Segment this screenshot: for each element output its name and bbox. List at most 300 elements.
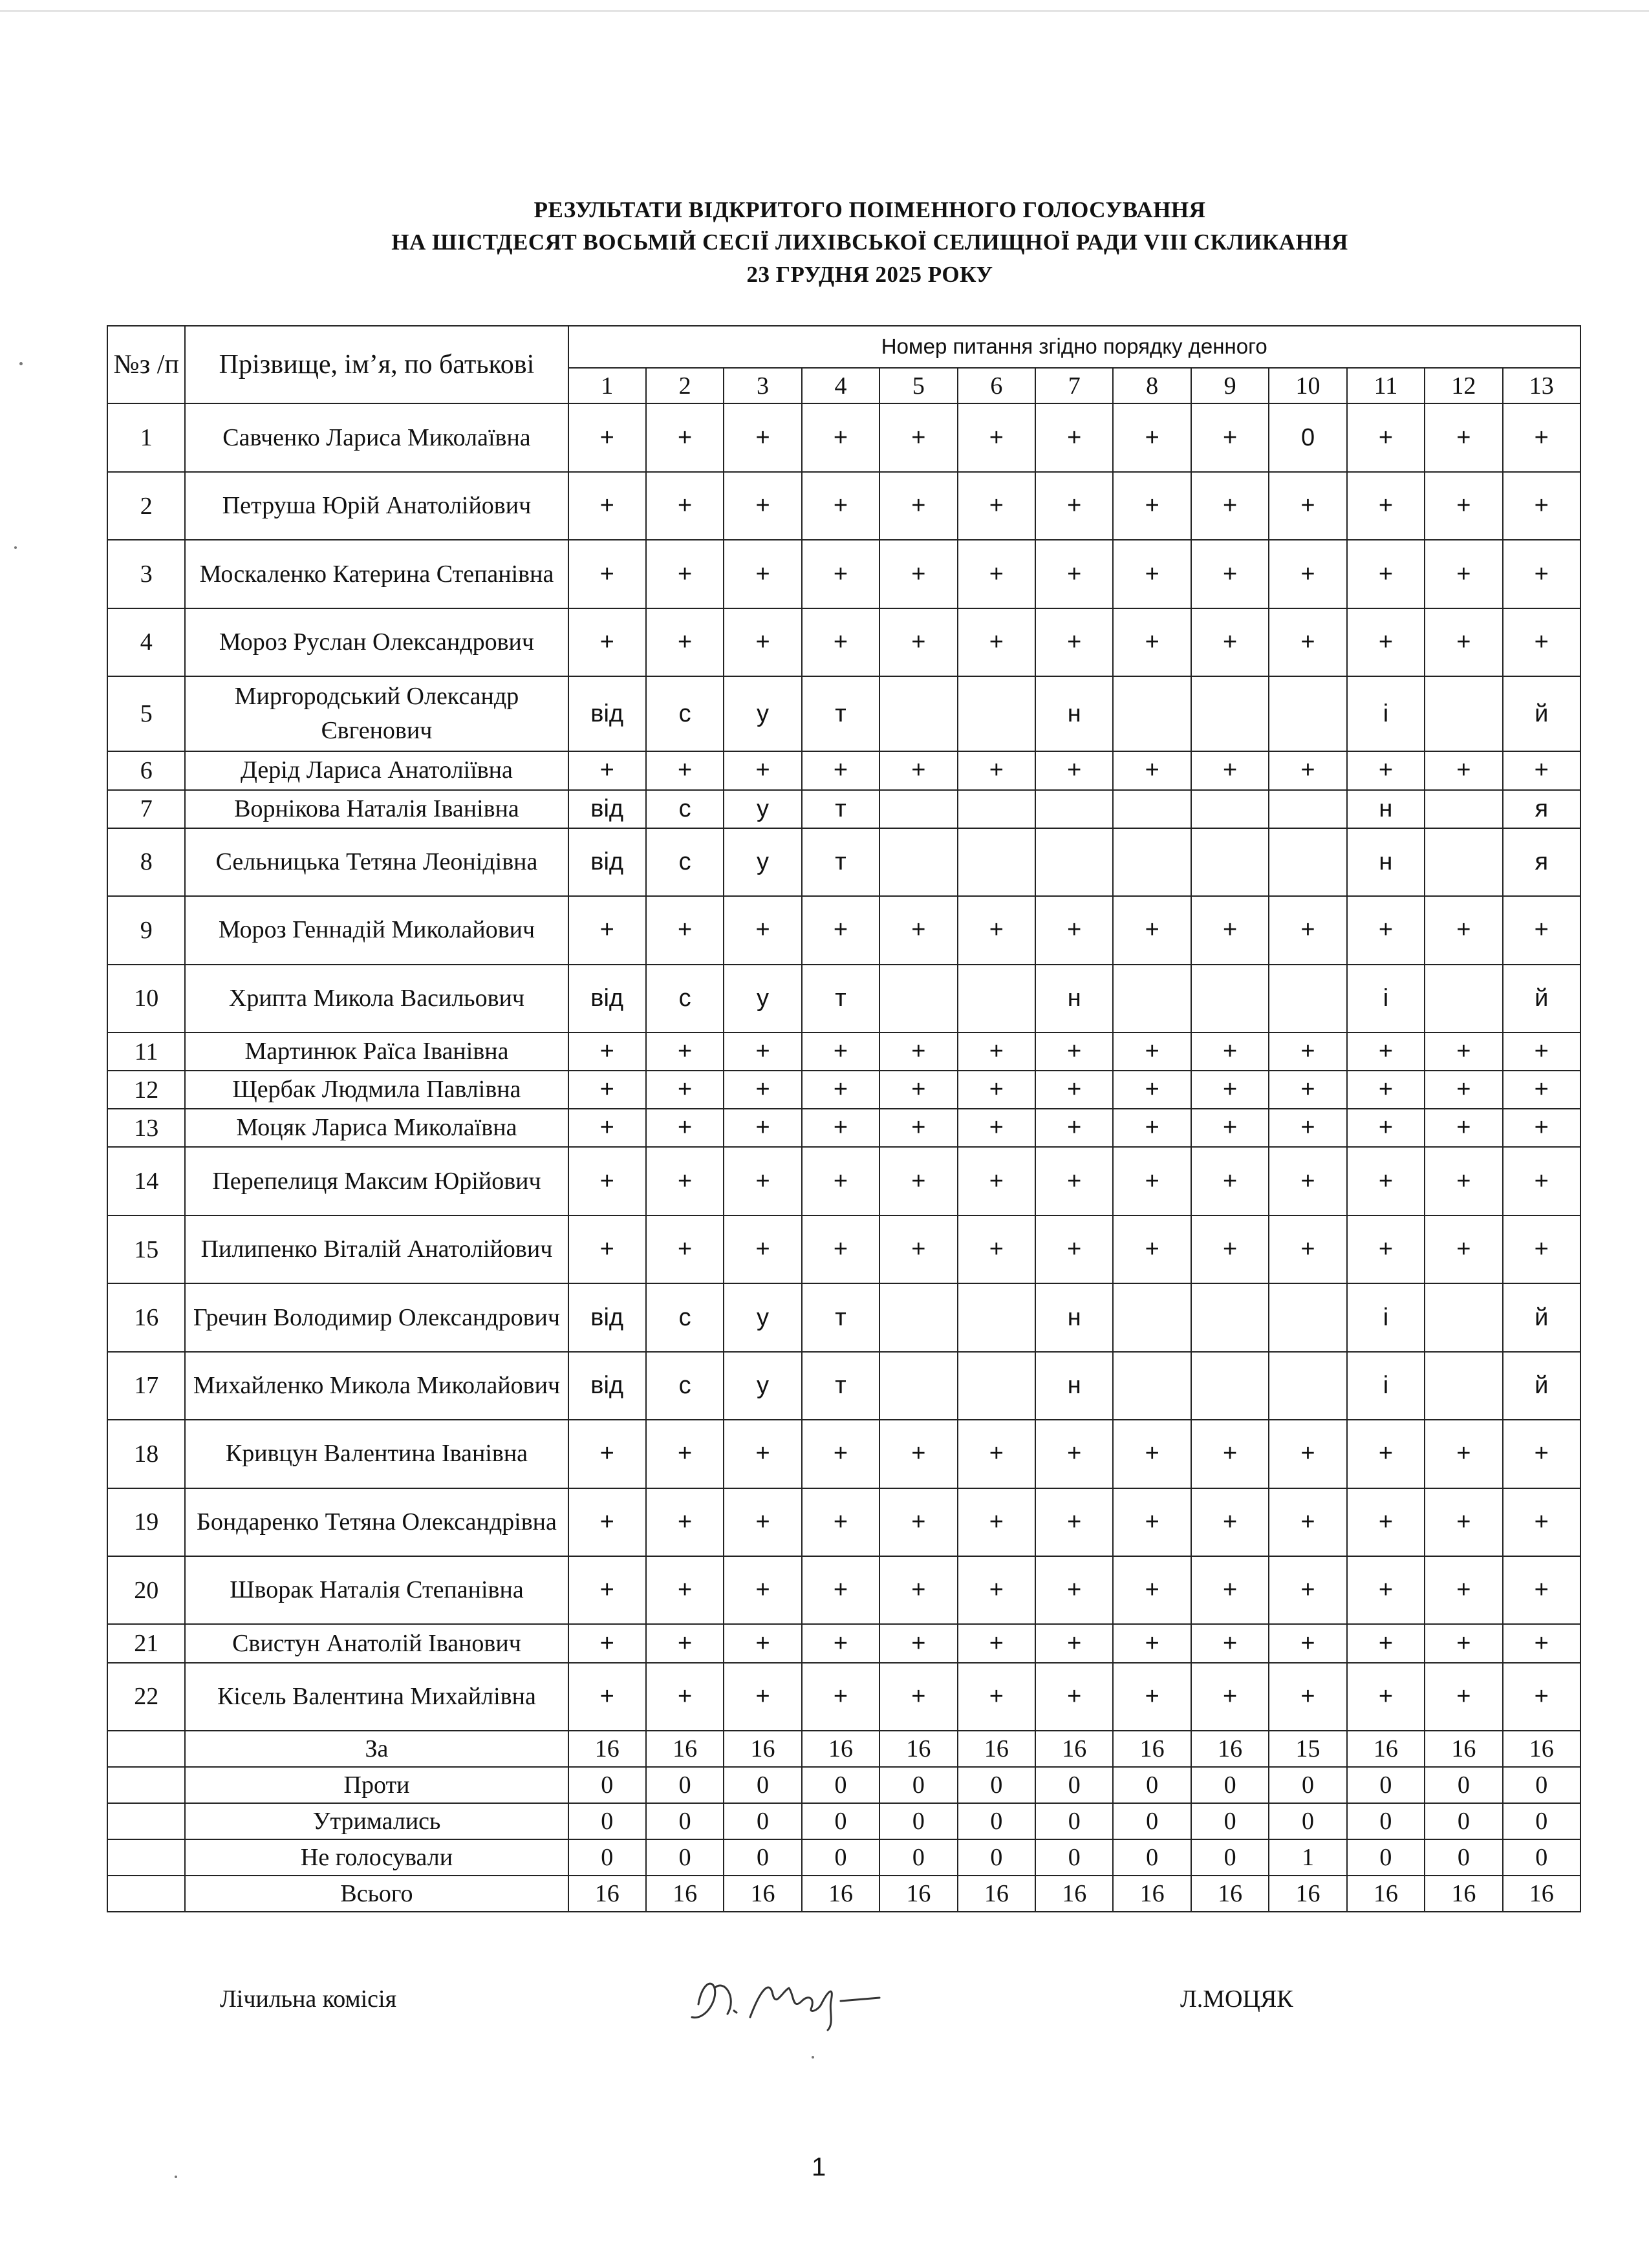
summary-blank-cell — [107, 1839, 185, 1876]
vote-cell-q5: + — [879, 608, 957, 676]
row-number: 11 — [107, 1032, 185, 1071]
vote-cell-q8 — [1113, 1283, 1191, 1351]
vote-cell-q11: + — [1347, 751, 1425, 789]
deputy-name: Щербак Людмила Павлівна — [185, 1071, 568, 1109]
vote-cell-q8: + — [1113, 896, 1191, 964]
vote-cell-q9 — [1191, 790, 1269, 828]
summary-value-q12: 16 — [1425, 1731, 1502, 1767]
vote-cell-q8: + — [1113, 1624, 1191, 1662]
question-number-7: 7 — [1035, 368, 1113, 404]
vote-cell-q13: + — [1503, 1109, 1580, 1147]
vote-cell-q3: + — [724, 1071, 801, 1109]
vote-cell-q3: + — [724, 1624, 801, 1662]
deputy-name: Свистун Анатолій Іванович — [185, 1624, 568, 1662]
vote-cell-q5 — [879, 828, 957, 896]
vote-cell-q6 — [958, 828, 1035, 896]
deputy-name: Миргородський Олександр Євгенович — [185, 676, 568, 751]
vote-cell-q9: + — [1191, 1215, 1269, 1283]
vote-cell-q11: + — [1347, 1556, 1425, 1624]
vote-cell-q11: + — [1347, 1624, 1425, 1662]
summary-value-q10: 0 — [1269, 1767, 1346, 1803]
summary-value-q6: 0 — [958, 1839, 1035, 1876]
vote-cell-q12: + — [1425, 1147, 1502, 1215]
summary-value-q8: 0 — [1113, 1803, 1191, 1839]
vote-cell-q9 — [1191, 828, 1269, 896]
vote-cell-q11: + — [1347, 608, 1425, 676]
summary-value-q6: 0 — [958, 1803, 1035, 1839]
scan-speck — [19, 362, 23, 365]
vote-cell-q8: + — [1113, 540, 1191, 608]
vote-cell-q1: від — [568, 828, 646, 896]
vote-cell-q1: + — [568, 1663, 646, 1731]
vote-cell-q10: + — [1269, 1624, 1346, 1662]
summary-row — [107, 1803, 1580, 1839]
vote-cell-q7: + — [1035, 1032, 1113, 1071]
vote-cell-q1: від — [568, 1283, 646, 1351]
vote-cell-q4: т — [802, 1352, 879, 1420]
summary-value-q1: 0 — [568, 1839, 646, 1876]
vote-cell-q3: у — [724, 965, 801, 1032]
vote-cell-q9: + — [1191, 1556, 1269, 1624]
vote-cell-q10: + — [1269, 540, 1346, 608]
vote-cell-q13: + — [1503, 540, 1580, 608]
vote-cell-q7 — [1035, 828, 1113, 896]
vote-cell-q7: + — [1035, 896, 1113, 964]
vote-cell-q4: + — [802, 1109, 879, 1147]
vote-cell-q3: + — [724, 1215, 801, 1283]
deputy-name: Перепелиця Максим Юрійович — [185, 1147, 568, 1215]
summary-value-q5: 0 — [879, 1839, 957, 1876]
vote-cell-q13: й — [1503, 1352, 1580, 1420]
vote-cell-q9: + — [1191, 472, 1269, 540]
vote-cell-q3: + — [724, 896, 801, 964]
vote-cell-q1: + — [568, 1488, 646, 1556]
handwritten-signature — [679, 1965, 912, 2040]
vote-cell-q4: + — [802, 1032, 879, 1071]
vote-cell-q12: + — [1425, 540, 1502, 608]
summary-value-q13: 0 — [1503, 1803, 1580, 1839]
vote-cell-q6: + — [958, 540, 1035, 608]
vote-cell-q13: й — [1503, 1283, 1580, 1351]
vote-cell-q7: + — [1035, 540, 1113, 608]
vote-cell-q4: + — [802, 1663, 879, 1731]
vote-cell-q2: + — [646, 540, 724, 608]
vote-cell-q1: від — [568, 1352, 646, 1420]
deputy-row — [107, 1109, 1580, 1147]
vote-cell-q5: + — [879, 1556, 957, 1624]
deputy-name: Хрипта Микола Васильович — [185, 965, 568, 1032]
vote-cell-q5: + — [879, 1032, 957, 1071]
vote-cell-q3: у — [724, 676, 801, 751]
vote-cell-q7: + — [1035, 1420, 1113, 1488]
deputy-row — [107, 540, 1580, 608]
vote-cell-q3: + — [724, 1663, 801, 1731]
vote-cell-q2: с — [646, 676, 724, 751]
vote-cell-q3: + — [724, 1109, 801, 1147]
vote-cell-q3: + — [724, 751, 801, 789]
scan-speck — [175, 2176, 177, 2178]
row-number: 10 — [107, 965, 185, 1032]
summary-value-q3: 16 — [724, 1876, 801, 1912]
summary-value-q13: 16 — [1503, 1876, 1580, 1912]
header-num-column: №з /п — [107, 326, 185, 403]
vote-cell-q3: + — [724, 403, 801, 471]
vote-cell-q5: + — [879, 751, 957, 789]
vote-cell-q1: + — [568, 1556, 646, 1624]
counting-commission-label: Лічильна комісія — [220, 1985, 397, 2013]
vote-cell-q12: + — [1425, 1663, 1502, 1731]
vote-cell-q11: + — [1347, 1488, 1425, 1556]
vote-cell-q4: + — [802, 1624, 879, 1662]
vote-cell-q11: н — [1347, 828, 1425, 896]
vote-cell-q9 — [1191, 965, 1269, 1032]
vote-cell-q6: + — [958, 1556, 1035, 1624]
vote-cell-q4: т — [802, 1283, 879, 1351]
summary-value-q2: 16 — [646, 1876, 724, 1912]
summary-blank-cell — [107, 1767, 185, 1803]
vote-cell-q12: + — [1425, 1032, 1502, 1071]
deputy-row — [107, 1663, 1580, 1731]
vote-cell-q13: + — [1503, 1624, 1580, 1662]
vote-cell-q7: + — [1035, 403, 1113, 471]
summary-label: Проти — [185, 1767, 568, 1803]
vote-cell-q5: + — [879, 540, 957, 608]
vote-cell-q5: + — [879, 1663, 957, 1731]
vote-cell-q9: + — [1191, 1488, 1269, 1556]
vote-cell-q4: + — [802, 472, 879, 540]
deputy-name: Пилипенко Віталій Анатолійович — [185, 1215, 568, 1283]
vote-cell-q7: + — [1035, 1663, 1113, 1731]
header-row-group — [107, 326, 1580, 368]
summary-value-q13: 0 — [1503, 1767, 1580, 1803]
vote-cell-q6: + — [958, 403, 1035, 471]
deputy-row — [107, 1556, 1580, 1624]
vote-cell-q6: + — [958, 608, 1035, 676]
vote-cell-q5 — [879, 676, 957, 751]
summary-value-q2: 0 — [646, 1839, 724, 1876]
summary-value-q2: 0 — [646, 1803, 724, 1839]
vote-cell-q8 — [1113, 676, 1191, 751]
summary-value-q12: 0 — [1425, 1839, 1502, 1876]
vote-cell-q1: + — [568, 540, 646, 608]
summary-value-q1: 0 — [568, 1803, 646, 1839]
deputy-row — [107, 965, 1580, 1032]
vote-cell-q5: + — [879, 1147, 957, 1215]
vote-cell-q3: у — [724, 1283, 801, 1351]
vote-cell-q12: + — [1425, 751, 1502, 789]
deputy-name: Савченко Лариса Миколаївна — [185, 403, 568, 471]
deputy-name: Шворак Наталія Степанівна — [185, 1556, 568, 1624]
vote-cell-q13: + — [1503, 1420, 1580, 1488]
vote-cell-q3: + — [724, 1556, 801, 1624]
vote-cell-q6: + — [958, 896, 1035, 964]
vote-cell-q3: + — [724, 472, 801, 540]
vote-cell-q7: + — [1035, 472, 1113, 540]
summary-value-q11: 16 — [1347, 1876, 1425, 1912]
page-number: 1 — [812, 2153, 826, 2181]
vote-cell-q1: + — [568, 1147, 646, 1215]
vote-cell-q1: + — [568, 608, 646, 676]
vote-cell-q10 — [1269, 965, 1346, 1032]
summary-value-q8: 16 — [1113, 1876, 1191, 1912]
summary-label: Утримались — [185, 1803, 568, 1839]
summary-value-q11: 0 — [1347, 1767, 1425, 1803]
summary-value-q13: 16 — [1503, 1731, 1580, 1767]
deputy-name: Мороз Руслан Олександрович — [185, 608, 568, 676]
vote-cell-q5: + — [879, 1071, 957, 1109]
vote-cell-q11: + — [1347, 1420, 1425, 1488]
vote-cell-q7 — [1035, 790, 1113, 828]
vote-cell-q12: + — [1425, 1624, 1502, 1662]
vote-cell-q8: + — [1113, 1556, 1191, 1624]
vote-cell-q7: н — [1035, 1283, 1113, 1351]
vote-cell-q1: + — [568, 1109, 646, 1147]
summary-blank-cell — [107, 1876, 185, 1912]
deputy-name: Михайленко Микола Миколайович — [185, 1352, 568, 1420]
vote-cell-q7: + — [1035, 1215, 1113, 1283]
voting-results-table — [107, 325, 1581, 1912]
vote-cell-q5 — [879, 1283, 957, 1351]
vote-cell-q10 — [1269, 676, 1346, 751]
vote-cell-q10 — [1269, 790, 1346, 828]
vote-cell-q2: с — [646, 790, 724, 828]
summary-value-q1: 16 — [568, 1731, 646, 1767]
vote-cell-q4: + — [802, 1556, 879, 1624]
deputy-name: Гречин Володимир Олександрович — [185, 1283, 568, 1351]
vote-cell-q2: + — [646, 1147, 724, 1215]
vote-cell-q8: + — [1113, 751, 1191, 789]
summary-value-q11: 0 — [1347, 1839, 1425, 1876]
vote-cell-q6 — [958, 1283, 1035, 1351]
vote-cell-q8 — [1113, 790, 1191, 828]
vote-cell-q11: + — [1347, 403, 1425, 471]
summary-value-q11: 0 — [1347, 1803, 1425, 1839]
vote-cell-q11: + — [1347, 1215, 1425, 1283]
vote-cell-q13: я — [1503, 790, 1580, 828]
vote-cell-q3: у — [724, 828, 801, 896]
vote-cell-q12: + — [1425, 896, 1502, 964]
vote-cell-q4: т — [802, 790, 879, 828]
deputy-name: Мороз Геннадій Миколайович — [185, 896, 568, 964]
row-number: 15 — [107, 1215, 185, 1283]
vote-cell-q9: + — [1191, 540, 1269, 608]
summary-value-q5: 16 — [879, 1876, 957, 1912]
deputy-row — [107, 403, 1580, 471]
vote-cell-q8 — [1113, 1352, 1191, 1420]
summary-value-q4: 0 — [802, 1767, 879, 1803]
deputy-name: Петруша Юрій Анатолійович — [185, 472, 568, 540]
vote-cell-q12 — [1425, 965, 1502, 1032]
vote-cell-q1: + — [568, 472, 646, 540]
vote-cell-q7: + — [1035, 1624, 1113, 1662]
summary-value-q7: 0 — [1035, 1803, 1113, 1839]
vote-cell-q13: + — [1503, 1215, 1580, 1283]
vote-cell-q6: + — [958, 1420, 1035, 1488]
vote-cell-q2: + — [646, 1215, 724, 1283]
question-number-6: 6 — [958, 368, 1035, 404]
vote-cell-q4: + — [802, 1147, 879, 1215]
question-number-13: 13 — [1503, 368, 1580, 404]
vote-cell-q12: + — [1425, 1215, 1502, 1283]
vote-cell-q9: + — [1191, 896, 1269, 964]
vote-cell-q13: я — [1503, 828, 1580, 896]
vote-cell-q9: + — [1191, 1420, 1269, 1488]
vote-cell-q3: + — [724, 1032, 801, 1071]
vote-cell-q3: у — [724, 790, 801, 828]
question-number-3: 3 — [724, 368, 801, 404]
vote-cell-q13: + — [1503, 472, 1580, 540]
row-number: 5 — [107, 676, 185, 751]
vote-cell-q8: + — [1113, 403, 1191, 471]
summary-row — [107, 1731, 1580, 1767]
vote-cell-q4: т — [802, 828, 879, 896]
summary-value-q8: 0 — [1113, 1839, 1191, 1876]
vote-cell-q10: + — [1269, 1663, 1346, 1731]
summary-value-q5: 0 — [879, 1767, 957, 1803]
vote-cell-q6: + — [958, 1109, 1035, 1147]
summary-label: За — [185, 1731, 568, 1767]
summary-value-q1: 16 — [568, 1876, 646, 1912]
summary-blank-cell — [107, 1731, 185, 1767]
vote-cell-q8 — [1113, 828, 1191, 896]
summary-value-q5: 16 — [879, 1731, 957, 1767]
header-question-group: Номер питання згідно порядку денного — [568, 326, 1581, 368]
deputy-row — [107, 790, 1580, 828]
vote-cell-q10: 0 — [1269, 403, 1346, 471]
vote-cell-q7: + — [1035, 1109, 1113, 1147]
summary-value-q12: 16 — [1425, 1876, 1502, 1912]
vote-cell-q5: + — [879, 1215, 957, 1283]
summary-value-q9: 16 — [1191, 1731, 1269, 1767]
vote-cell-q4: + — [802, 1071, 879, 1109]
summary-value-q10: 15 — [1269, 1731, 1346, 1767]
vote-cell-q9: + — [1191, 403, 1269, 471]
summary-value-q3: 0 — [724, 1839, 801, 1876]
summary-row — [107, 1839, 1580, 1876]
vote-cell-q12 — [1425, 790, 1502, 828]
vote-cell-q2: + — [646, 1663, 724, 1731]
deputy-name: Кісель Валентина Михайлівна — [185, 1663, 568, 1731]
summary-value-q9: 16 — [1191, 1876, 1269, 1912]
vote-cell-q8: + — [1113, 1109, 1191, 1147]
vote-cell-q10: + — [1269, 472, 1346, 540]
vote-cell-q8 — [1113, 965, 1191, 1032]
vote-cell-q10 — [1269, 1283, 1346, 1351]
summary-value-q9: 0 — [1191, 1803, 1269, 1839]
summary-row — [107, 1767, 1580, 1803]
summary-value-q8: 0 — [1113, 1767, 1191, 1803]
vote-cell-q11: і — [1347, 965, 1425, 1032]
vote-cell-q11: і — [1347, 1283, 1425, 1351]
vote-cell-q10: + — [1269, 1215, 1346, 1283]
row-number: 2 — [107, 472, 185, 540]
vote-cell-q9: + — [1191, 751, 1269, 789]
row-number: 12 — [107, 1071, 185, 1109]
vote-cell-q12 — [1425, 676, 1502, 751]
row-number: 21 — [107, 1624, 185, 1662]
summary-value-q3: 0 — [724, 1803, 801, 1839]
vote-cell-q10: + — [1269, 1488, 1346, 1556]
summary-value-q6: 0 — [958, 1767, 1035, 1803]
vote-cell-q7: н — [1035, 676, 1113, 751]
vote-cell-q9 — [1191, 1352, 1269, 1420]
vote-cell-q5: + — [879, 896, 957, 964]
row-number: 1 — [107, 403, 185, 471]
summary-value-q7: 0 — [1035, 1767, 1113, 1803]
vote-cell-q9: + — [1191, 1109, 1269, 1147]
row-number: 20 — [107, 1556, 185, 1624]
row-number: 3 — [107, 540, 185, 608]
vote-cell-q9 — [1191, 1283, 1269, 1351]
vote-cell-q11: + — [1347, 1109, 1425, 1147]
vote-cell-q4: + — [802, 540, 879, 608]
deputy-row — [107, 1352, 1580, 1420]
deputy-row — [107, 751, 1580, 789]
vote-cell-q8: + — [1113, 1071, 1191, 1109]
vote-cell-q8: + — [1113, 472, 1191, 540]
summary-label: Всього — [185, 1876, 568, 1912]
summary-value-q5: 0 — [879, 1803, 957, 1839]
deputy-row — [107, 1488, 1580, 1556]
vote-cell-q12: + — [1425, 472, 1502, 540]
vote-cell-q11: + — [1347, 1663, 1425, 1731]
vote-cell-q1: + — [568, 1624, 646, 1662]
vote-cell-q10: + — [1269, 896, 1346, 964]
vote-cell-q7: + — [1035, 751, 1113, 789]
vote-cell-q12: + — [1425, 608, 1502, 676]
deputy-name: Дерід Лариса Анатоліївна — [185, 751, 568, 789]
vote-cell-q7: + — [1035, 1071, 1113, 1109]
vote-cell-q5: + — [879, 1488, 957, 1556]
vote-cell-q6: + — [958, 1071, 1035, 1109]
deputy-name: Сельницька Тетяна Леонідівна — [185, 828, 568, 896]
document-title-line-3: 23 ГРУДНЯ 2025 РОКУ — [746, 262, 993, 287]
question-number-12: 12 — [1425, 368, 1502, 404]
question-number-4: 4 — [802, 368, 879, 404]
vote-cell-q12 — [1425, 828, 1502, 896]
scan-edge-line — [0, 10, 1649, 12]
vote-cell-q7: н — [1035, 1352, 1113, 1420]
row-number: 18 — [107, 1420, 185, 1488]
scan-speck — [14, 546, 17, 549]
summary-value-q1: 0 — [568, 1767, 646, 1803]
vote-cell-q4: т — [802, 965, 879, 1032]
deputy-row — [107, 1624, 1580, 1662]
summary-value-q4: 0 — [802, 1839, 879, 1876]
vote-cell-q1: + — [568, 403, 646, 471]
vote-cell-q6 — [958, 1352, 1035, 1420]
vote-cell-q13: + — [1503, 1488, 1580, 1556]
summary-label: Не голосували — [185, 1839, 568, 1876]
vote-cell-q11: + — [1347, 896, 1425, 964]
vote-cell-q6: + — [958, 1032, 1035, 1071]
deputy-name: Моцяк Лариса Миколаївна — [185, 1109, 568, 1147]
row-number: 16 — [107, 1283, 185, 1351]
vote-cell-q6: + — [958, 1663, 1035, 1731]
vote-cell-q6 — [958, 676, 1035, 751]
deputy-row — [107, 1283, 1580, 1351]
vote-cell-q11: + — [1347, 472, 1425, 540]
vote-cell-q13: + — [1503, 608, 1580, 676]
vote-cell-q9 — [1191, 676, 1269, 751]
vote-cell-q2: + — [646, 1420, 724, 1488]
deputy-row — [107, 1071, 1580, 1109]
summary-value-q7: 16 — [1035, 1731, 1113, 1767]
vote-cell-q5 — [879, 965, 957, 1032]
vote-cell-q9: + — [1191, 608, 1269, 676]
summary-value-q12: 0 — [1425, 1767, 1502, 1803]
vote-cell-q12: + — [1425, 403, 1502, 471]
